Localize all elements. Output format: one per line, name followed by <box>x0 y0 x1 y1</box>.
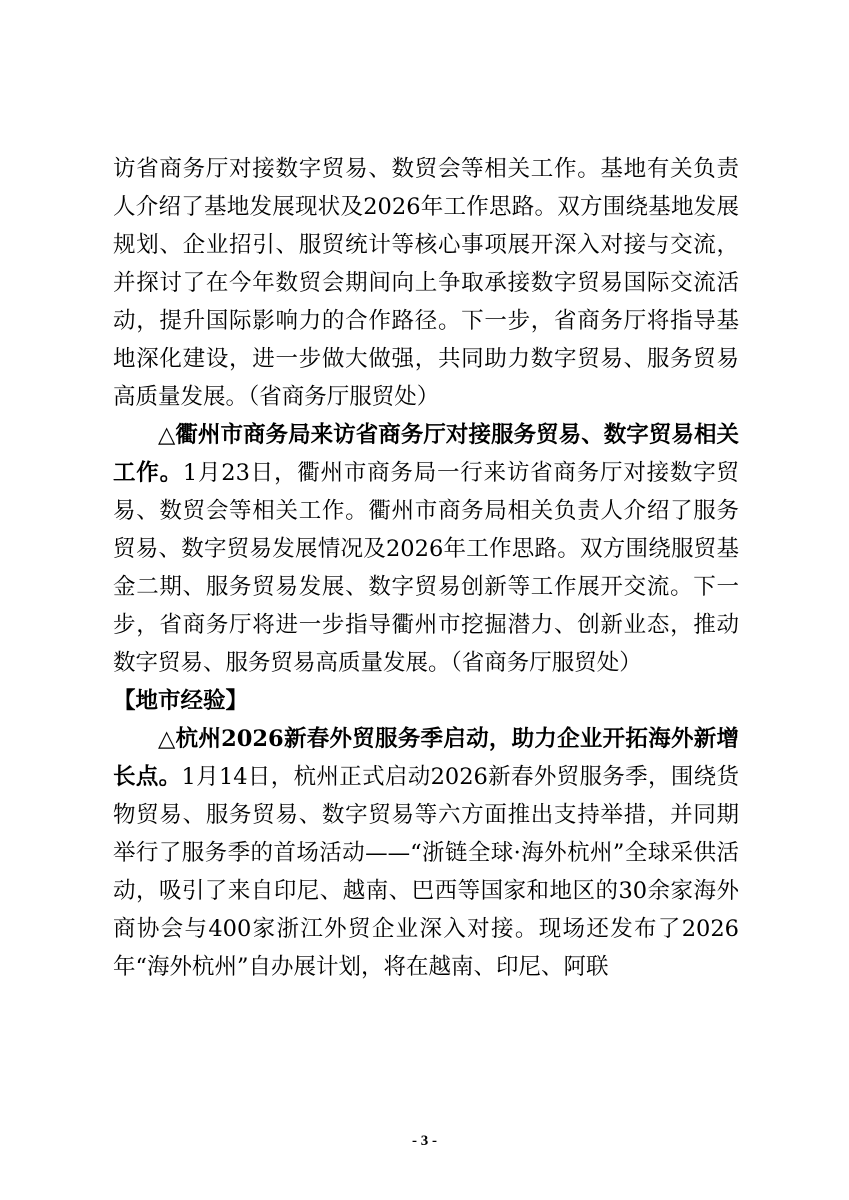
section-heading: 【地市经验】 <box>113 688 249 714</box>
paragraph-base-visit-continued <box>113 150 739 416</box>
page-number: - 3 - <box>412 1133 437 1149</box>
paragraph-quzhou-visit <box>113 416 739 682</box>
paragraph-text: 1月23日，衢州市商务局一行来访省商务厅对接数字贸易、数贸会等相关工作。衢州市商务局相关负责人介绍了服务贸易、数字贸易发展情况及2026年工作思路。双方围绕服贸基金二期、服务贸易发展、数字贸易创新等工作展开交流。下一步，省商务厅将进一步指导衢州市挖掘潜力、创新业态，推动数字贸易、服务贸易高质量发展。（省商务厅服贸处） <box>113 460 739 676</box>
paragraph-lead: △衢州市商务局来访省商务厅对接服务贸易、数字贸易相关工作。 <box>113 422 739 486</box>
paragraph-lead: △杭州2026新春外贸服务季启动，助力企业开拓海外新增长点。 <box>113 726 739 790</box>
document-body <box>113 150 739 986</box>
paragraph-hangzhou-service-season <box>113 720 739 986</box>
paragraph-text: 访省商务厅对接数字贸易、数贸会等相关工作。基地有关负责人介绍了基地发展现状及2026年工作思路。双方围绕基地发展规划、企业招引、服贸统计等核心事项展开深入对接与交流，并探讨了在今年数贸会期间向上争取承接数字贸易国际交流活动，提升国际影响力的合作路径。下一步，省商务厅将指导基地深化建设，进一步做大做强，共同助力数字贸易、服务贸易高质量发展。（省商务厅服贸处） <box>113 156 739 410</box>
paragraph-text: 1月14日，杭州正式启动2026新春外贸服务季，围绕货物贸易、服务贸易、数字贸易等六方面推出支持举措，并同期举行了服务季的首场活动——“浙链全球·海外杭州”全球采供活动，吸引了来自印尼、越南、巴西等国家和地区的30余家海外商协会与400家浙江外贸企业深入对接。现场还发布了2026年“海外杭州”自办展计划，将在越南、印尼、阿联 <box>113 764 739 980</box>
